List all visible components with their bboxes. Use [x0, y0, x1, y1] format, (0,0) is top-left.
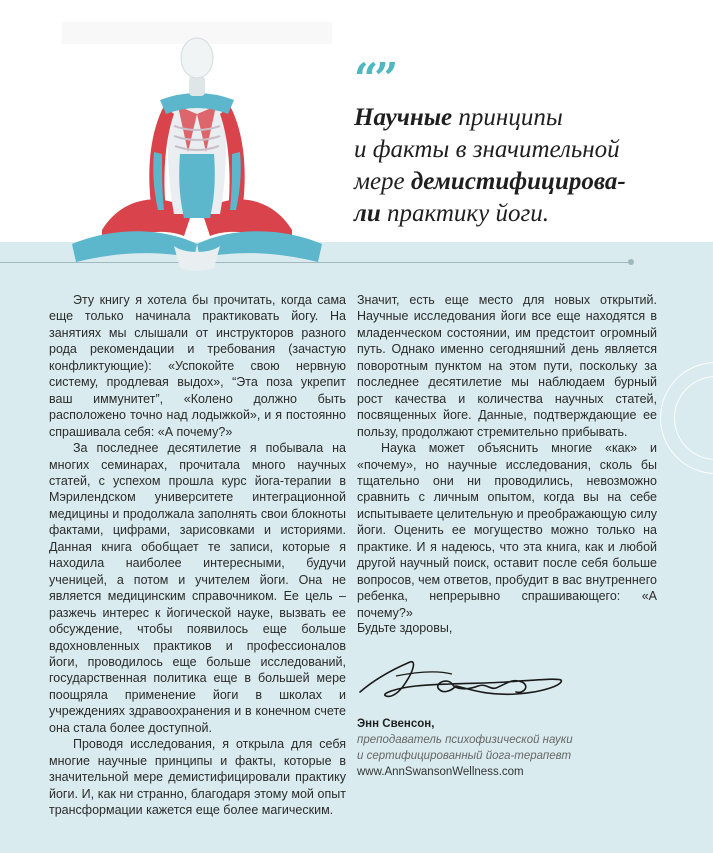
paragraph: Эту книгу я хотела бы прочитать, когда сама еще только начинала практиковать йогу. На занятиях мы слышали от инструкторов разного рода рекомендации и требования (зачастую конфликтующие): «Успокойте свою нервную систему, продлевая выдох», “Эта поза укрепит ваш иммунитет”, «Колено должно быть расположено точно над лодыжкой», и я постоянно спрашивала себя: «А почему?» — [49, 293, 346, 439]
signature-image — [356, 648, 566, 710]
left-text-column — [49, 292, 346, 819]
pull-quote: Научные принципы и факты в значительной мере демистифицирова- ли практику йоги. — [354, 104, 626, 227]
author-role: преподаватель психофизической науки — [357, 734, 573, 746]
paragraph: Наука может объяснить многие «как» и «почему», но научные исследования, сколь бы тщательно они ни проводились, невозможно сравнить с личным опытом, когда вы на себе испытываете целительную и преображающую силу йоги. Оценить ее могущество можно только на практике. И я надеюсь, что эта книга, как и любой другой научный поиск, оставит после себя больше вопросов, чем ответов, пробудит в вас внутреннего ребенка, непрерывно спрашивающего: «А почему?» — [357, 441, 657, 620]
author-name: Энн Свенсон, — [357, 718, 435, 730]
paragraph: Проводя исследования, я открыла для себя многие научные принципы и факты, которые в значительной мере демистифицировали практику йоги. И, как ни странно, благодаря этому мой опыт трансформации кажется еще более магическим. — [49, 737, 346, 818]
seated-figure-icon — [62, 22, 332, 282]
author-website: www.AnnSwansonWellness.com — [357, 766, 524, 778]
quote-mark-icon: “” — [354, 54, 395, 103]
divider-dot — [628, 259, 634, 265]
paragraph: За последнее десятилетие я побывала на многих семинарах, прочитала много научных статей, с успехом прошла курс йога-терапии в Мэрилендском университете интеграционной медицины и продолжала заполнять свои блокноты фактами, цифрами, зарисовками и историями. Данная книга обобщает те записи, которые я находила наиболее интересными, будучи ученицей, а потом и учителем йоги. Она не является медицинским справочником. Ее цель – разжечь интерес к йогической науке, вызвать ее обсуждение, чтобы появилось еще больше вдохновленных практиков и профессионалов йоги, проводилось еще больше исследований, государственная политика еще в большей мере поощряла применение йоги в школах и учреждениях здравоохранения и в конечном счете она стала более доступной. — [49, 441, 346, 735]
yoga-anatomy-illustration — [62, 22, 332, 282]
signoff: Будьте здоровы, — [357, 621, 453, 635]
author-role: и сертифицированный йога-терапевт — [357, 750, 572, 762]
right-text-column — [357, 292, 657, 621]
paragraph: Значит, есть еще место для новых открытий. Научные исследования йоги все еще находятся в младенческом состоянии, им предстоит огромный путь. Однако именно сегодняшний день является поворотным пунктом на этом пути, поскольку за последнее десятилетие мы наблюдаем бурный рост качества и количества научных статей, посвященных йоге. Данные, подтверждающие ее пользу, продолжают стремительно прибывать. — [357, 293, 657, 439]
